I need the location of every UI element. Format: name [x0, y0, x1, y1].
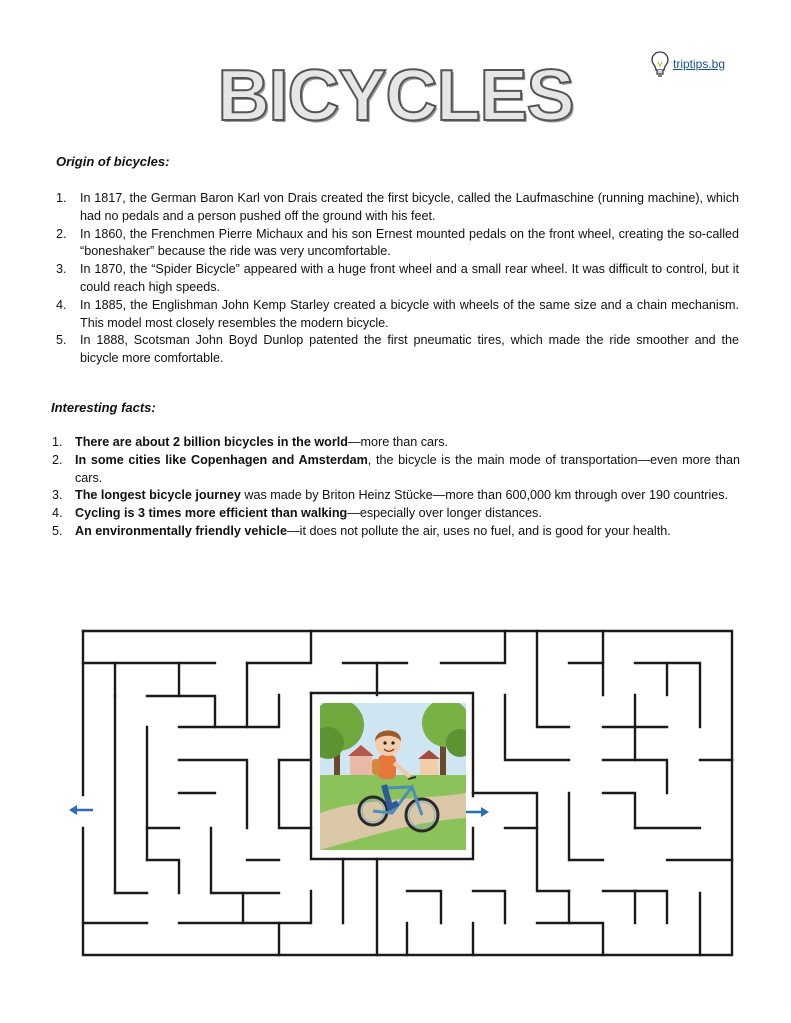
list-item: 2. In some cities like Copenhagen and Amsterdam, the bicycle is the main mode of transportation—even more than cars.: [52, 452, 740, 485]
brand-label: triptips.bg: [673, 57, 726, 71]
list-item: 4. Cycling is 3 times more efficient than walking—especially over longer distances.: [52, 506, 542, 521]
arrow-right-icon: [465, 807, 489, 817]
origin-heading: Origin of bicycles:: [56, 154, 170, 169]
list-item: 2. In 1860, the Frenchmen Pierre Michaux and his son Ernest mounted pedals on the front wheel, creating the so-called “boneshaker” because the ride was very uncomfortable.: [56, 226, 739, 259]
list-item: 4. In 1885, the Englishman John Kemp Starley created a bicycle with wheels of the same size and a chain mechanism. This model most closely resembles the modern bicycle.: [56, 297, 739, 330]
boy-riding-bicycle-illustration: [320, 703, 466, 850]
arrow-left-icon: [69, 805, 93, 815]
list-item: 3. The longest bicycle journey was made by Briton Heinz Stücke—more than 600,000 km through over 190 countries.: [52, 488, 729, 503]
list-item: 3. In 1870, the “Spider Bicycle” appeared with a huge front wheel and a small rear wheel. It was difficult to control, but it could reach high speeds.: [56, 262, 739, 294]
list-item: 1. In 1817, the German Baron Karl von Drais created the first bicycle, called the Laufmaschine (running machine), which had no pedals and a person pushed off the ground with his feet.: [56, 191, 739, 223]
facts-heading: Interesting facts:: [51, 400, 156, 415]
page-title: BICYCLES: [217, 56, 574, 136]
list-item: 1. There are about 2 billion bicycles in the world—more than cars.: [52, 435, 449, 449]
list-item: 5. In 1888, Scotsman John Boyd Dunlop patented the first pneumatic tires, which made the ride smoother and the bicycle more comfortable.: [56, 333, 739, 366]
list-item: 5. An environmentally friendly vehicle—it does not pollute the air, uses no fuel, and is good for your health.: [52, 523, 671, 538]
